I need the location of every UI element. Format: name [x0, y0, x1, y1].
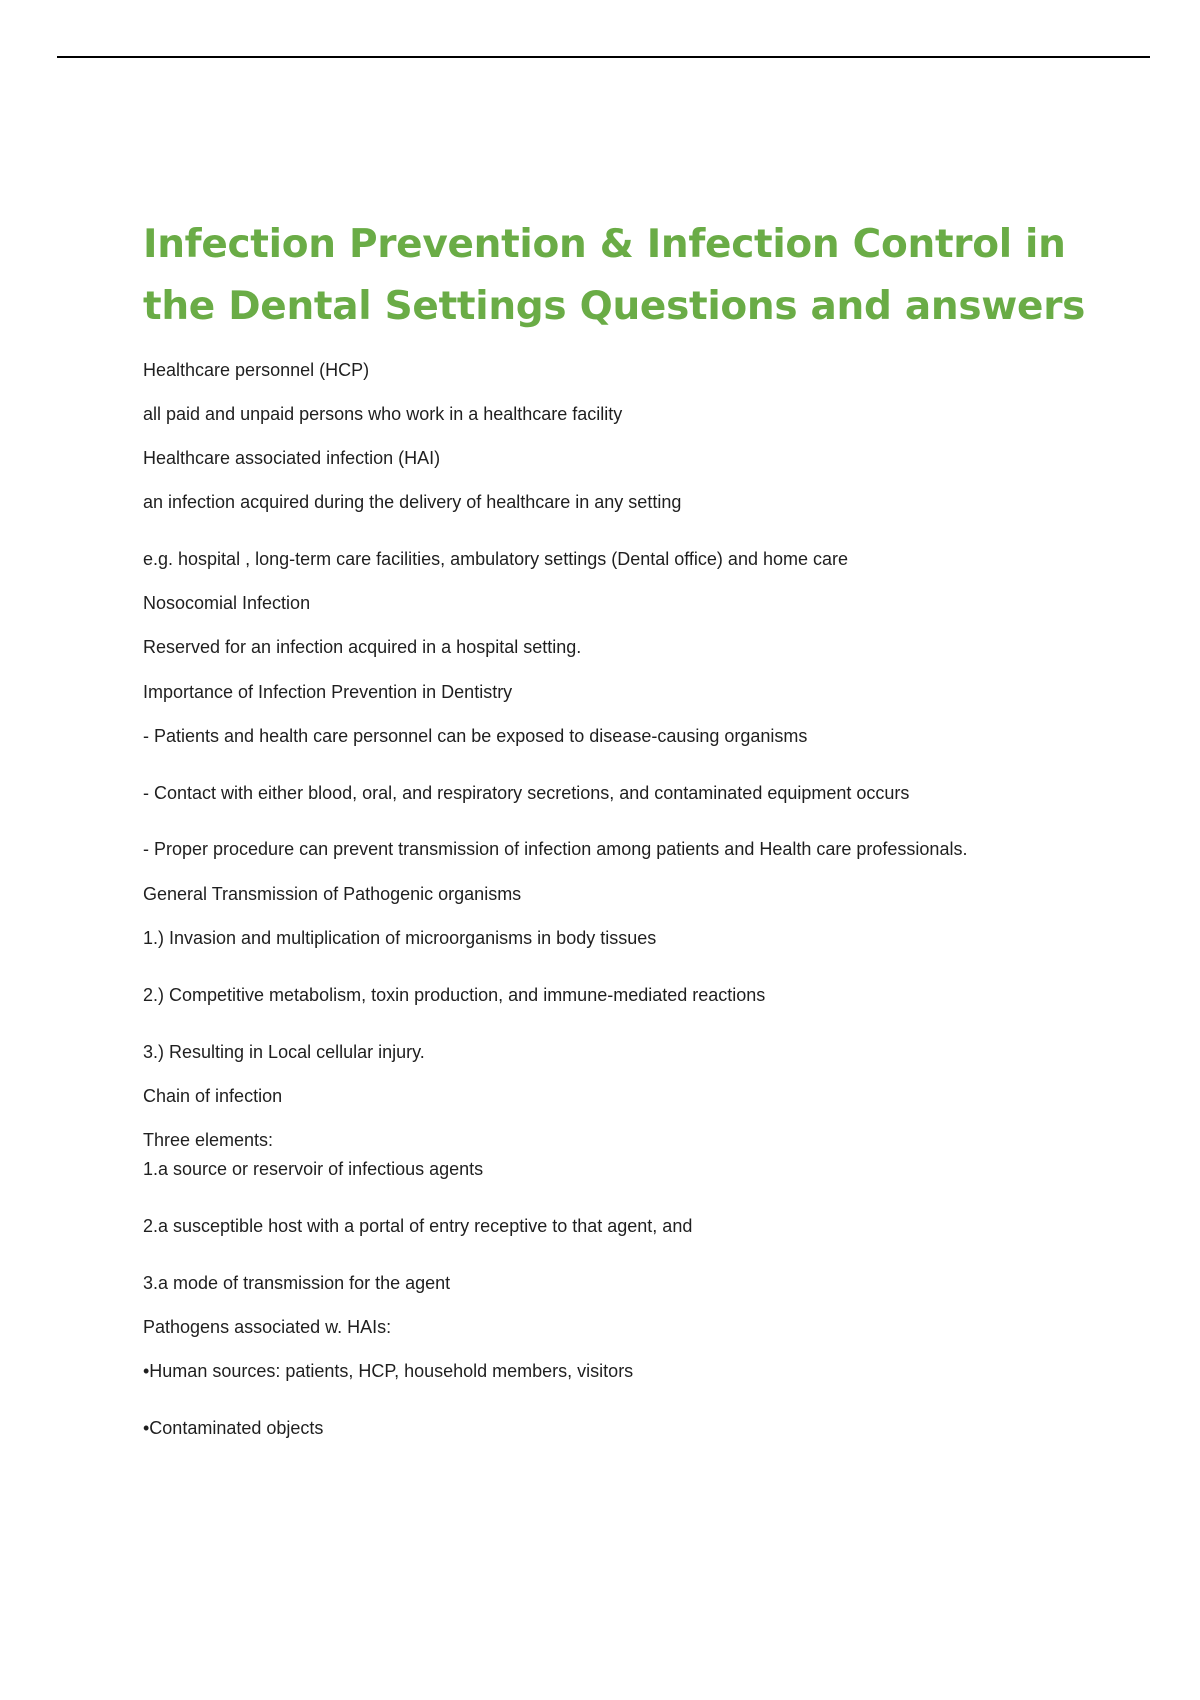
heading-general-transmission: General Transmission of Pathogenic organisms	[143, 884, 522, 904]
list-item: 3.) Resulting in Local cellular injury.	[143, 1042, 425, 1062]
term-healthcare-associated-infection: Healthcare associated infection (HAI)	[143, 448, 441, 468]
term-healthcare-personnel: Healthcare personnel (HCP)	[143, 360, 370, 380]
list-item: - Contact with either blood, oral, and respiratory secretions, and contaminated equipment occurs	[143, 783, 910, 803]
list-item: 2.) Competitive metabolism, toxin production, and immune-mediated reactions	[143, 985, 766, 1005]
heading-chain-of-infection: Chain of infection	[143, 1086, 283, 1106]
list-item: •Contaminated objects	[143, 1418, 324, 1438]
list-item: 3.a mode of transmission for the agent	[143, 1273, 451, 1293]
list-item: 1.a source or reservoir of infectious agents	[143, 1159, 484, 1179]
definition-healthcare-associated-infection: an infection acquired during the delivery of healthcare in any setting	[143, 492, 682, 512]
example-healthcare-settings: e.g. hospital , long-term care facilities, ambulatory settings (Dental office) and home care	[143, 549, 849, 569]
list-item: 2.a susceptible host with a portal of entry receptive to that agent, and	[143, 1216, 693, 1236]
heading-importance-of-prevention: Importance of Infection Prevention in Dentistry	[143, 682, 513, 702]
list-item: •Human sources: patients, HCP, household members, visitors	[143, 1361, 634, 1381]
header-rule	[57, 56, 1150, 58]
definition-healthcare-personnel: all paid and unpaid persons who work in a healthcare facility	[143, 404, 623, 424]
term-nosocomial-infection: Nosocomial Infection	[143, 593, 311, 613]
subheading-three-elements: Three elements:	[143, 1130, 274, 1150]
document-title: Infection Prevention & Infection Control in the Dental Settings Questions and answers	[143, 222, 1086, 329]
heading-pathogens-associated: Pathogens associated w. HAIs:	[143, 1317, 392, 1337]
definition-nosocomial-infection: Reserved for an infection acquired in a hospital setting.	[143, 637, 582, 657]
list-item: - Proper procedure can prevent transmission of infection among patients and Health care professionals.	[143, 839, 968, 859]
list-item: 1.) Invasion and multiplication of microorganisms in body tissues	[143, 928, 657, 948]
list-item: - Patients and health care personnel can be exposed to disease-causing organisms	[143, 726, 808, 746]
